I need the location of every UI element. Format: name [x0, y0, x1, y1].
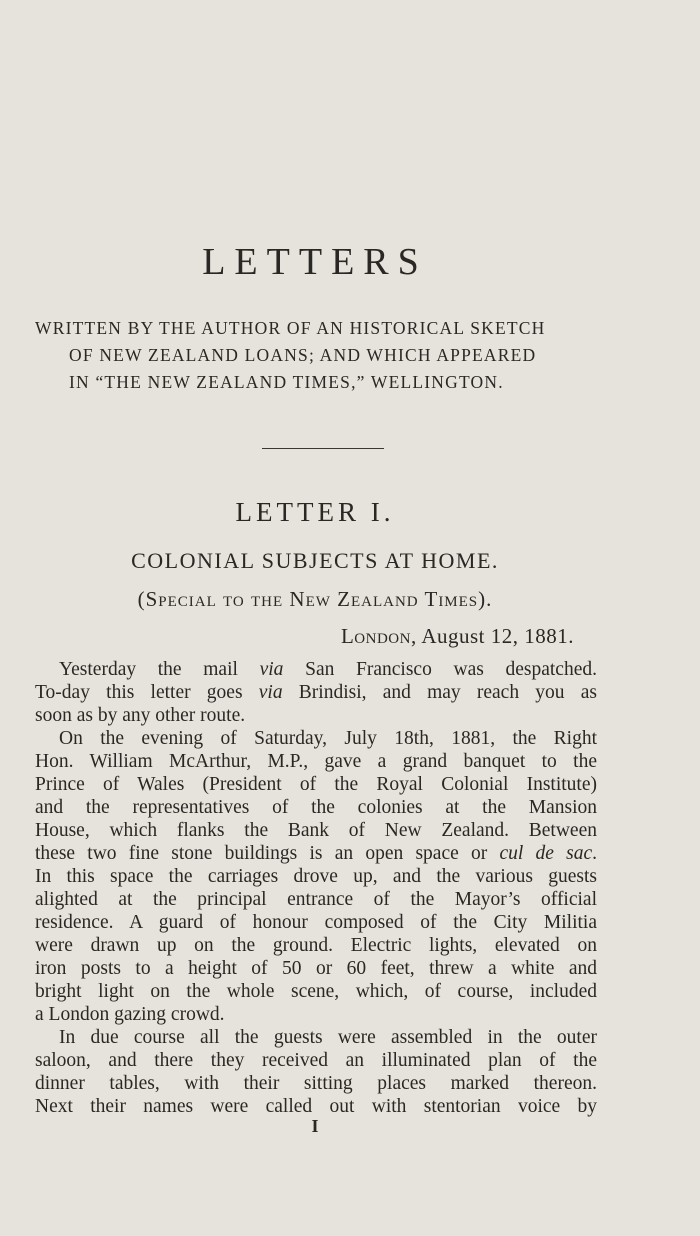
body-line: dinner tables, with their sitting places marked thereon. [35, 1073, 597, 1094]
body-line: Next their names were called out with stentorian voice by [35, 1096, 597, 1117]
body-line: iron posts to a height of 50 or 60 feet, threw a white and [35, 958, 597, 979]
body-line: residence. A guard of honour composed of the City Militia [35, 912, 597, 933]
dateline-place: London, [340, 624, 417, 648]
body-line: To-day this letter goes via Brindisi, and may reach you as [35, 682, 597, 703]
body-line: alighted at the principal entrance of the Mayor’s official [35, 889, 597, 910]
subtitle-line: WRITTEN BY THE AUTHOR OF AN HISTORICAL SKETCH [35, 318, 546, 338]
body-text [35, 658, 597, 1118]
horizontal-rule [262, 448, 384, 449]
subtitle-line: IN “THE NEW ZEALAND TIMES,” WELLINGTON. [69, 372, 504, 392]
body-line: In this space the carriages drove up, and the various guests [35, 866, 597, 887]
special-note: (Special to the New Zealand Times). [137, 587, 493, 611]
body-line: House, which flanks the Bank of New Zealand. Between [35, 820, 597, 841]
body-line: were drawn up on the ground. Electric lights, elevated on [35, 935, 597, 956]
body-line: these two fine stone buildings is an open space or cul de sac. [35, 843, 597, 864]
page-title: LETTERS [202, 241, 428, 283]
subtitle [35, 315, 615, 396]
dateline-date: August 12, 1881. [416, 624, 574, 648]
body-line: saloon, and there they received an illuminated plan of the [35, 1050, 597, 1071]
body-line: and the representatives of the colonies at the Mansion [35, 797, 597, 818]
body-line: In due course all the guests were assembled in the outer [59, 1027, 597, 1048]
body-line: Yesterday the mail via San Francisco was despatched. [59, 659, 597, 680]
body-line: Hon. William McArthur, M.P., gave a grand banquet to the [35, 751, 597, 772]
letter-heading: LETTER I. [235, 497, 395, 527]
body-line: bright light on the whole scene, which, of course, included [35, 981, 597, 1002]
body-line: On the evening of Saturday, July 18th, 1881, the Right [59, 728, 597, 749]
section-title: COLONIAL SUBJECTS AT HOME. [131, 548, 499, 573]
body-line: Prince of Wales (President of the Royal Colonial Institute) [35, 774, 597, 795]
folio-mark: I [311, 1116, 319, 1136]
subtitle-line: OF NEW ZEALAND LOANS; AND WHICH APPEARED [69, 345, 537, 365]
dateline [341, 624, 574, 649]
body-line: a London gazing crowd. [35, 1004, 225, 1025]
body-line: soon as by any other route. [35, 705, 246, 726]
